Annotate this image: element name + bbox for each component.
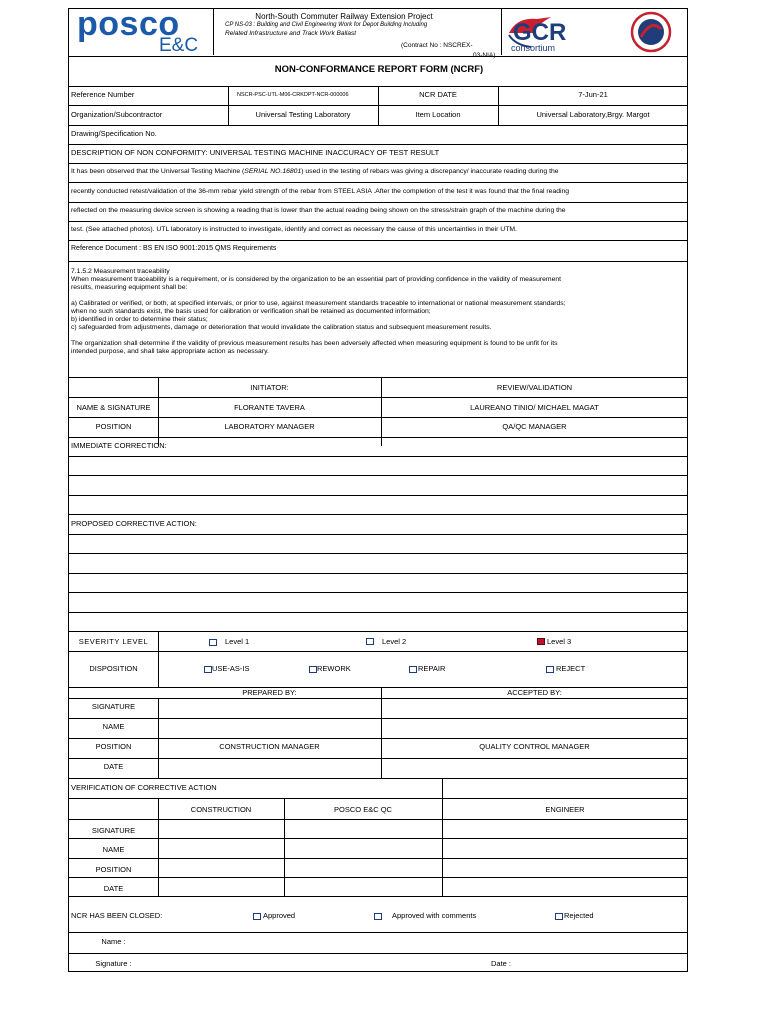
organization-value: Universal Testing Laboratory <box>255 110 351 119</box>
verification-position-label: POSITION <box>95 865 132 874</box>
initiator-position: LABORATORY MANAGER <box>224 422 315 431</box>
severity-level-label: SEVERITY LEVEL <box>78 637 149 646</box>
initiator-label: INITIATOR: <box>250 383 289 392</box>
reference-number-label: Reference Number <box>71 90 135 99</box>
verification-col-posco-qc: POSCO E&C QC <box>334 805 392 814</box>
position-label: POSITION <box>95 422 132 431</box>
severity-level-3-label: Level 3 <box>547 637 572 646</box>
closed-rejected-checkbox[interactable] <box>555 913 563 920</box>
closed-rejected-label: Rejected <box>564 911 594 920</box>
disposition-repair-checkbox[interactable] <box>409 666 417 673</box>
description-line-1: It has been observed that the Universal Testing Machine (SERIAL NO.16801) used in the testing of rebars was giving a discrepancy/ inaccurate reading during the <box>71 168 559 175</box>
posco-logo: posco E&C <box>77 5 199 56</box>
prepared-position-value: CONSTRUCTION MANAGER <box>219 742 320 751</box>
reviewer-name: LAUREANO TINIO/ MICHAEL MAGAT <box>470 403 599 412</box>
closure-signature-label: Signature : <box>95 959 132 968</box>
verification-signature-label: SIGNATURE <box>91 826 136 835</box>
description-line-3: reflected on the measuring device screen is showing a reading that is lower than the actual reading being shown on the stress/strain graph of the machine during the <box>71 207 566 214</box>
closed-approved-comments-label: Approved with comments <box>392 911 477 920</box>
severity-level-3-checkbox[interactable] <box>537 638 545 645</box>
prepared-date-label: DATE <box>103 762 124 771</box>
dotr-seal <box>619 11 683 53</box>
accepted-by-label: ACCEPTED BY: <box>507 688 562 697</box>
verification-date-label: DATE <box>103 884 124 893</box>
gcr-logo: GCR consortium <box>507 13 601 53</box>
contract-number: (Contract No : NSCREX- <box>401 42 473 49</box>
closed-approved-label: Approved <box>263 911 296 920</box>
closure-date-label: Date : <box>491 959 512 968</box>
ncr-form <box>68 5 688 972</box>
severity-level-2-checkbox[interactable] <box>366 638 374 645</box>
proposed-action-label: PROPOSED CORRECTIVE ACTION: <box>71 519 197 528</box>
disposition-use-as-is-label: USE-AS-IS <box>212 664 250 673</box>
prepared-name-label: NAME <box>102 722 125 731</box>
iso-clause-text: 7.1.5.2 Measurement traceability When measurement traceability is a requirement, or is considered by the organization to be an essential part of providing confidence in the validity of measurement results, measuring equipment shall be: a) Calibrated or verified, or both, at specified intervals, or prior to use, against measurement standards traceable to international or national measurement standards; when no such standards exist, the basis used for calibration or verification shall be retained as documented information; b) identified in order to determine their status; c) safeguarded from adjustments, damage or deterioration that would invalidate the calibration status and subsequent measurement results. The organization shall determine if the validity of previous measurement results has been adversely affected when measuring equipment is found to be unfit for its intended purpose, and shall take appropriate action as necessary. <box>71 268 566 355</box>
ncr-closed-label: NCR HAS BEEN CLOSED: <box>71 911 163 920</box>
immediate-correction-label: IMMEDIATE CORRECTION: <box>71 441 167 450</box>
ncr-date-value: 7-Jun-21 <box>578 90 608 99</box>
drawing-spec-label: Drawing/Specification No. <box>71 129 157 138</box>
disposition-reject-checkbox[interactable] <box>546 666 554 673</box>
closure-name-label: Name : <box>101 937 126 946</box>
organization-label: Organization/Subcontractor <box>71 110 163 119</box>
verification-name-label: NAME <box>102 845 125 854</box>
description-heading: DESCRIPTION OF NON CONFORMITY: UNIVERSAL TESTING MACHINE INACCURACY OF TEST RESULT <box>71 148 440 157</box>
description-line-4: test. (See attached photos). UTL laboratory is instructed to investigate, identify and correct as necessary the cause of this uncertainties in their UTM. <box>71 226 517 233</box>
reference-document: Reference Document : BS EN ISO 9001:2015 QMS Requirements <box>71 245 277 252</box>
disposition-repair-label: REPAIR <box>418 664 446 673</box>
name-signature-label: NAME & SIGNATURE <box>76 403 151 412</box>
prepared-by-label: PREPARED BY: <box>242 688 297 697</box>
initiator-name: FLORANTE TAVERA <box>234 403 305 412</box>
closed-approved-comments-checkbox[interactable] <box>374 913 382 920</box>
item-location-label: Item Location <box>415 110 461 119</box>
project-line2: CP NS-03 : Building and Civil Engineering Work for Depot Building Including <box>225 22 428 28</box>
project-title: North-South Commuter Railway Extension Project <box>255 12 433 21</box>
item-location-value: Universal Laboratory,Brgy. Margot <box>536 110 650 119</box>
form-title: NON-CONFORMANCE REPORT FORM (NCRF) <box>274 64 484 75</box>
disposition-rework-label: REWORK <box>317 664 351 673</box>
review-validation-label: REVIEW/VALIDATION <box>496 383 573 392</box>
verification-col-engineer: ENGINEER <box>545 805 585 814</box>
prepared-position-label: POSITION <box>95 742 132 751</box>
prepared-signature-label: SIGNATURE <box>91 702 136 711</box>
verification-col-construction: CONSTRUCTION <box>190 805 252 814</box>
accepted-position-value: QUALITY CONTROL MANAGER <box>479 742 590 751</box>
severity-level-1-label: Level 1 <box>225 637 250 646</box>
project-line3: Related Infrastructure and Track Work Ballast <box>225 30 357 37</box>
description-line-2: recently conducted retest/validation of the 36-mm rebar yield strength of the rebar from STEEL ASIA .After the completion of the test it was found that the final reading <box>71 188 570 195</box>
disposition-label: DISPOSITION <box>89 664 138 673</box>
severity-level-2-label: Level 2 <box>382 637 407 646</box>
severity-level-1-checkbox[interactable] <box>209 639 217 646</box>
disposition-rework-checkbox[interactable] <box>309 666 317 673</box>
seal-graphic <box>619 11 683 53</box>
contract-number-cont: 03-NIA) <box>473 52 496 59</box>
verification-heading: VERIFICATION OF CORRECTIVE ACTION <box>71 783 217 792</box>
disposition-reject-label: REJECT <box>556 664 586 673</box>
closed-approved-checkbox[interactable] <box>253 913 261 920</box>
reference-number-value: NSCR-PSC-UTL-M06-CRKDPT-NCR-000006 <box>237 92 349 98</box>
disposition-use-as-is-checkbox[interactable] <box>204 666 212 673</box>
reviewer-position: QA/QC MANAGER <box>502 422 567 431</box>
ncr-date-label: NCR DATE <box>419 90 457 99</box>
